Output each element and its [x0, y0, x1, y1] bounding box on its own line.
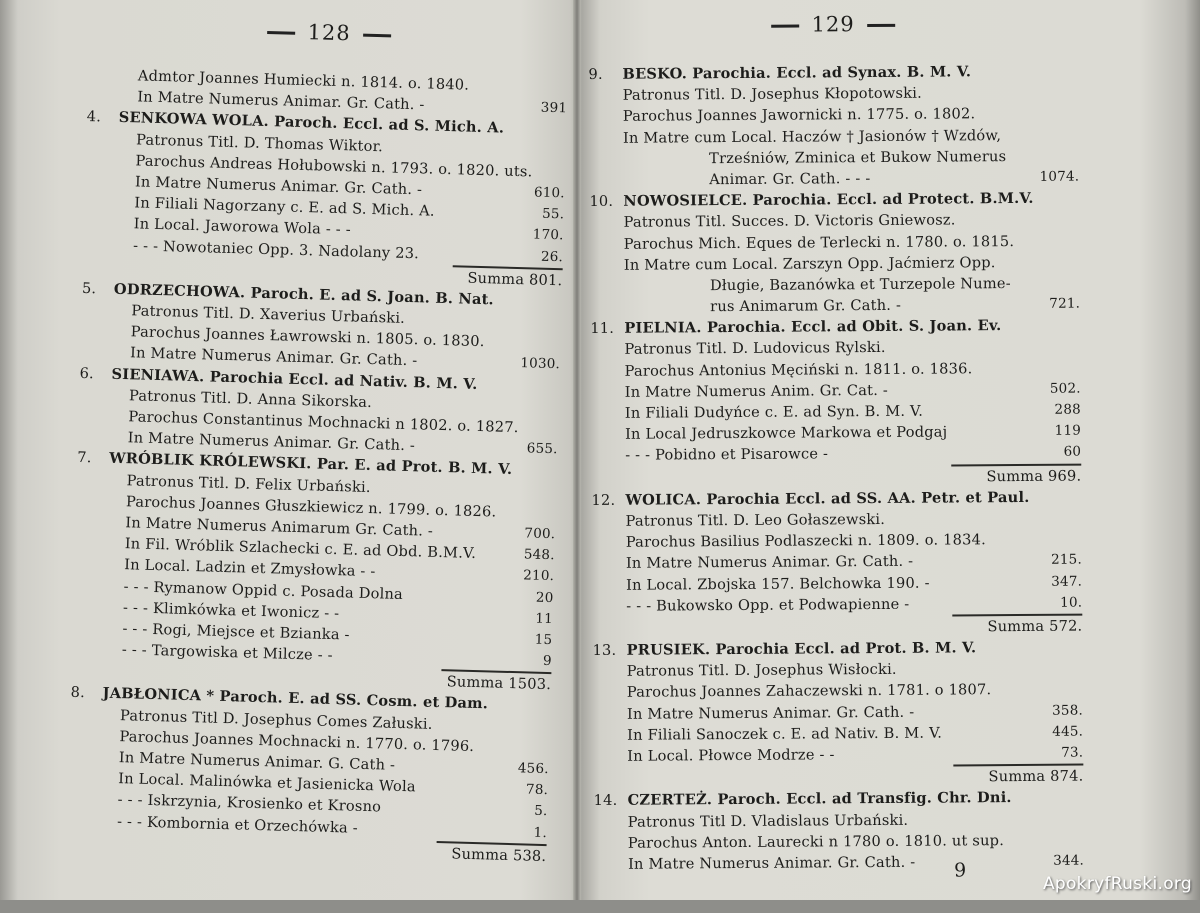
parish-heading: WRÓBLIK KRÓLEWSKI. Par. E. ad Prot. B. M. V.: [108, 450, 513, 479]
parish-heading: PIELNIA. Parochia. Eccl. ad Obit. S. Joan. Ev.: [624, 317, 1002, 338]
right-page-number: 129: [588, 11, 1078, 38]
entry-text: In Matre Numerus Animar. Gr. Cath. -: [626, 703, 915, 723]
count-value: 456.: [517, 760, 549, 778]
entry-text: In Matre Numerus Animar. Gr. Cath. -: [129, 344, 418, 370]
text-line: [592, 592, 1082, 617]
entry-text: Patronus Titl D. Vladislaus Urbański.: [627, 811, 909, 831]
entry-text: In Matre Numerus Animar. Gr. Cath. -: [134, 173, 423, 199]
count-value: 1030.: [520, 355, 561, 373]
entry-number: 9.: [588, 65, 603, 83]
summa-text: Summa 572.: [987, 617, 1083, 636]
entry-number: 5.: [81, 279, 97, 298]
left-page-text: [66, 64, 568, 867]
entry-text: Parochus Basilius Podlaszecki n. 1809. o. 1834.: [625, 531, 986, 551]
entry-text: Parochus Joannes Głuszkiewicz n. 1799. o. 1826.: [125, 492, 497, 521]
entry-text: Parochus Antonius Męciński n. 1811. o. 1836.: [624, 359, 973, 380]
count-value: 10.: [1060, 594, 1083, 611]
text-line: [594, 850, 1084, 875]
entry-number: 14.: [593, 792, 618, 810]
entry-text: Parochus Mich. Eques de Terlecki n. 1780. o. 1815.: [623, 232, 1015, 253]
entry-text: - - - Klimkówka et Iwonicz - -: [122, 598, 340, 622]
count-value: 502.: [1049, 380, 1081, 397]
count-value: 358.: [1052, 702, 1084, 719]
entry-text: In Local. Płowce Modrze - -: [627, 746, 835, 765]
entry-text: In Matre cum Local. Haczów † Jasionów † Wzdów,: [622, 126, 1002, 147]
summa-text: Summa 538.: [451, 845, 547, 865]
count-value: 5.: [534, 803, 548, 820]
count-value: 78.: [525, 781, 549, 799]
count-value: 344.: [1053, 852, 1085, 869]
count-value: 347.: [1051, 573, 1083, 590]
entry-text: In Matre Numerus Animar. Gr. Cath. -: [137, 88, 425, 114]
count-value: 15: [534, 631, 553, 649]
entry-text: In Matre Numerus Animar. Gr. Cath. -: [627, 853, 916, 873]
entry-number: 10.: [589, 192, 614, 211]
count-value: 721.: [1049, 295, 1081, 312]
entry-text: Patronus Titl. D. Thomas Wiktor.: [135, 130, 384, 155]
entry-text: Parochus Constantinus Mochnacki n 1802. o. 1827.: [128, 408, 519, 437]
book-gutter: [573, 0, 581, 900]
count-value: 170.: [532, 226, 564, 244]
watermark: ApokryfRuski.org: [1042, 874, 1192, 894]
right-page-text: [588, 61, 1084, 876]
entry-text: - - - Kombornia et Orzechówka -: [116, 812, 359, 837]
entry-text: Patronus Titl. Succes. D. Victoris Gniewosz.: [623, 211, 956, 232]
parish-heading: CZERTEŻ. Paroch. Eccl. ad Transfig. Chr. Dni.: [627, 789, 1012, 810]
entry-text: rus Animarum Gr. Cath. -: [710, 296, 902, 316]
text-line: [591, 442, 1081, 467]
entry-text: In Matre Numerus Animar. G. Cath -: [118, 749, 396, 774]
parish-heading: PRUSIEK. Parochia Eccl. ad Prot. B. M. V.: [626, 639, 977, 659]
parish-heading: ODRZECHOWA. Paroch. E. ad S. Joan. B. Nat.: [113, 280, 495, 309]
entry-text: Patronus Titl D. Josephus Comes Załuski.: [119, 706, 433, 733]
entry-text: - - - Nowotaniec Opp. 3. Nadolany 23.: [132, 236, 420, 262]
entry-text: Parochus Andreas Hołubowski n. 1793. o. 1820. uts.: [135, 152, 533, 181]
entry-text: Parochus Anton. Laurecki n 1780 o. 1810. ut sup.: [627, 831, 1005, 852]
entry-text: In Filiali Nagorzany c. E. ad S. Mich. A.: [134, 194, 435, 220]
entry-text: In Local. Ladzin et Zmysłowka - -: [124, 556, 376, 581]
entry-number: 12.: [591, 491, 616, 509]
entry-text: In Local. Zbojska 157. Belchowka 190. -: [626, 574, 930, 594]
entry-text: Parochus Joannes Zahaczewski n. 1781. o 1807.: [626, 681, 992, 702]
count-value: 288: [1054, 401, 1081, 418]
signature-mark: 9: [954, 859, 967, 882]
entry-text: In Local. Malinówka et Jasienicka Wola: [118, 770, 416, 796]
count-value: 1074.: [1039, 168, 1080, 185]
count-value: 9: [542, 652, 552, 670]
parish-heading: BESKO. Parochia. Eccl. ad Synax. B. M. V.: [622, 63, 972, 83]
entry-text: - - - Bukowsko Opp. et Podwapienne -: [626, 595, 910, 615]
count-value: 26.: [540, 248, 564, 265]
count-value: 73.: [1061, 744, 1084, 761]
entry-number: 6.: [79, 364, 95, 382]
count-value: 11: [535, 610, 554, 627]
count-value: 210.: [523, 567, 555, 585]
count-value: 610.: [533, 184, 566, 202]
count-value: 548.: [523, 546, 555, 564]
text-line: [593, 743, 1083, 768]
parish-heading: JABŁONICA * Paroch. E. ad SS. Cosm. et Dam.: [102, 685, 489, 713]
entry-number: 7.: [76, 449, 92, 467]
count-value: 55.: [541, 205, 565, 223]
count-value: 60: [1063, 443, 1082, 461]
parish-heading: SIENIAWA. Parochia Eccl. ad Nativ. B. M. V.: [111, 365, 478, 393]
count-value: 215.: [1051, 551, 1082, 569]
entry-text: In Matre Numerus Animar. Gr. Cath. -: [625, 553, 914, 573]
count-value: 700.: [524, 525, 556, 543]
count-value: 655.: [526, 440, 558, 458]
entry-text: Parochus Joannes Ławrowski n. 1805. o. 1830.: [130, 323, 485, 351]
summa-text: Summa 1503.: [446, 673, 552, 694]
right-page: [588, 0, 1084, 900]
count-value: 391: [540, 99, 568, 117]
entry-text: In Filiali Dudyńce c. E. ad Syn. B. M. V.: [624, 402, 924, 422]
entry-text: In Matre Numerus Animarum Gr. Cath. -: [125, 514, 434, 540]
entry-text: Patronus Titl. D. Josephus Wisłocki.: [626, 661, 897, 680]
entry-text: Patronus Titl. D. Xaverius Urbański.: [131, 302, 406, 327]
entry-text: Patronus Titl. D. Josephus Kłopotowski.: [622, 84, 922, 104]
parish-heading: NOWOSIELCE. Parochia. Eccl. ad Protect. B.M.V.: [623, 190, 1034, 210]
entry-number: 8.: [70, 684, 86, 702]
entry-number: 11.: [590, 320, 615, 338]
entry-text: Parochus Joannes Mochnacki n. 1770. o. 1796.: [119, 727, 475, 755]
count-value: 119: [1054, 422, 1082, 439]
entry-text: - - - Targowiska et Milcze - -: [121, 641, 334, 665]
summa-text: Summa 801.: [467, 269, 563, 289]
entry-text: In Local. Jaworowa Wola - - -: [133, 215, 352, 239]
entry-text: Animar. Gr. Cath. - - -: [709, 169, 871, 189]
parish-heading: SENKOWA WOLA. Paroch. Eccl. ad S. Mich. A.: [118, 109, 505, 137]
entry-text: - - - Rogi, Miejsce et Bzianka -: [122, 620, 350, 644]
entry-text: - - - Rymanow Oppid c. Posada Dolna: [123, 577, 404, 603]
entry-text: Patronus Titl. D. Anna Sikorska.: [128, 387, 373, 411]
entry-text: In Matre cum Local. Zarszyn Opp. Jaćmierz Opp.: [623, 253, 996, 274]
count-value: 20: [535, 589, 554, 606]
count-value: 445.: [1052, 723, 1084, 740]
count-value: 1.: [533, 824, 548, 841]
entry-text: In Local Jedruszkowce Markowa et Podgaj: [624, 423, 948, 443]
entry-text: In Matre Numerus Anim. Gr. Cat. -: [624, 381, 889, 401]
entry-text: Patronus Titl. D. Leo Gołaszewski.: [625, 510, 886, 530]
parish-heading: WOLICA. Parochia Eccl. ad SS. AA. Petr. et Paul.: [625, 488, 1030, 509]
entry-text: Patronus Titl. D. Felix Urbański.: [126, 471, 371, 496]
left-page-number: 128: [89, 14, 569, 51]
left-page: [65, 0, 570, 913]
entry-text: Długie, Bazanówka et Turzepole Nume-: [709, 274, 1011, 295]
entry-text: Parochus Joannes Jawornicki n. 1775. o. 1802.: [622, 105, 976, 126]
entry-text: - - - Iskrzynia, Krosienko et Krosno: [117, 791, 382, 816]
entry-number: 13.: [592, 641, 617, 660]
entry-text: In Fil. Wróblik Szlachecki c. E. ad Obd. B.M.V.: [124, 535, 477, 563]
entry-text: In Matre Numerus Animar. Gr. Cath. -: [127, 429, 416, 455]
entry-text: Trześniów, Zminica et Bukow Numerus: [709, 147, 1007, 167]
entry-text: - - - Pobidno et Pisarowce -: [625, 445, 829, 465]
summa-text: Summa 969.: [986, 467, 1082, 485]
entry-number: 4.: [86, 108, 102, 126]
entry-text: In Filiali Sanoczek c. E. ad Nativ. B. M. V.: [627, 724, 943, 744]
summa-text: Summa 874.: [988, 767, 1084, 786]
entry-text: Patronus Titl. D. Ludovicus Rylski.: [624, 339, 886, 359]
entry-text: Admtor Joannes Humiecki n. 1814. o. 1840.: [137, 67, 470, 94]
